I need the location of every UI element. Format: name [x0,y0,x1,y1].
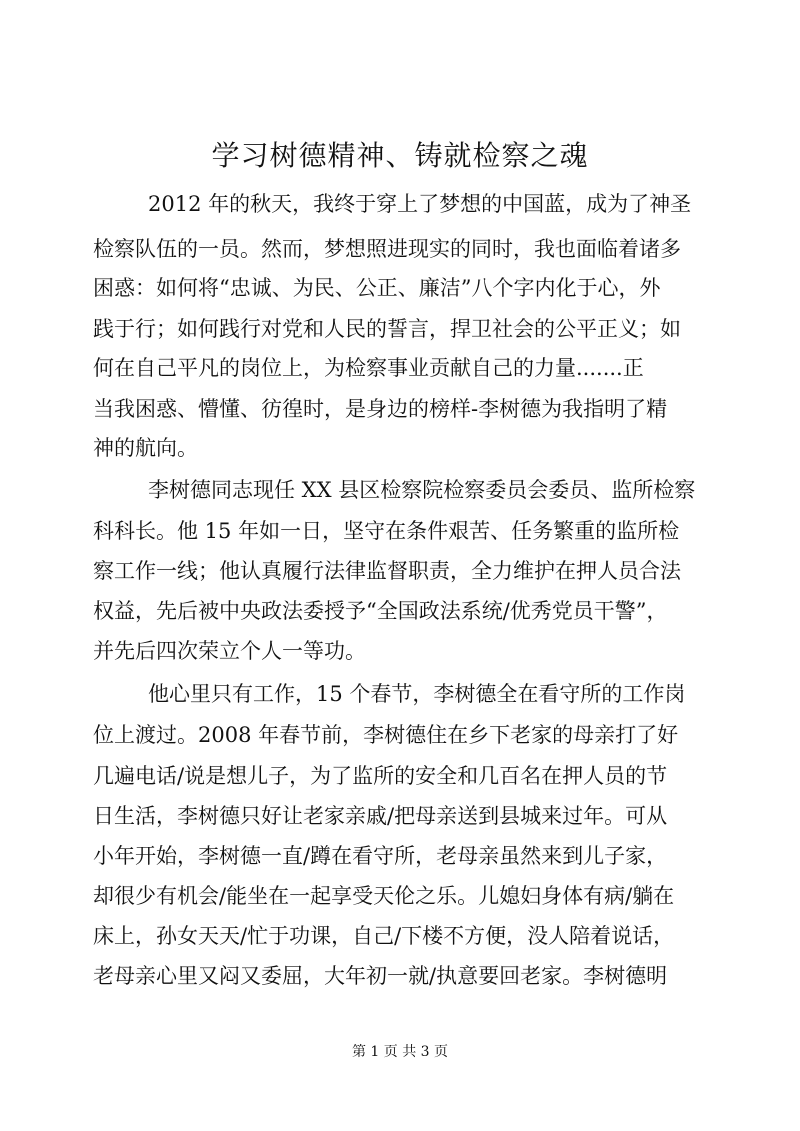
paragraph-3-line-6: 却很少有机会/能坐在一起享受天伦之乐。儿媳妇身体有病/躺在 [93,884,675,908]
paragraph-1-line-1: 2012 年的秋天，我终于穿上了梦想的中国蓝，成为了神圣 [148,192,692,216]
paragraph-3-line-3: 几遍电话/说是想儿子，为了监所的安全和几百名在押人员的节 [93,764,668,788]
paragraph-1-line-2: 检察队伍的一员。然而，梦想照进现实的同时，我也面临着诸多 [93,237,681,261]
paragraph-2-line-4: 权益，先后被中央政法委授予“全国政法系统/优秀党员干警”， [93,599,668,623]
paragraph-3-line-2: 位上渡过。2008 年春节前，李树德住在乡下老家的母亲打了好 [93,723,679,747]
paragraph-1-line-7: 神的航向。 [93,436,198,460]
paragraph-1-line-6: 当我困惑、懵懂、彷徨时，是身边的榜样-李树德为我指明了精 [93,397,668,421]
paragraph-2-line-1: 李树德同志现任 XX 县区检察院检察委员会委员、监所检察 [148,478,696,502]
paragraph-2-line-2: 科科长。他 15 年如一日，坚守在条件艰苦、任务繁重的监所检 [93,519,680,543]
paragraph-2-line-5: 并先后四次荣立个人一等功。 [93,639,366,663]
paragraph-3-line-4: 日生活，李树德只好让老家亲戚/把母亲送到县城来过年。可从 [93,804,668,828]
paragraph-1-line-4: 践于行；如何践行对党和人民的誓言，捍卫社会的公平正义；如 [93,317,681,341]
document-title: 学习树德精神、铸就检察之魂 [211,139,589,172]
paragraph-3-line-8: 老母亲心里又闷又委屈，大年初一就/执意要回老家。李树德明 [93,964,668,988]
paragraph-1-line-5: 何在自己平凡的岗位上，为检察事业贡献自己的力量.......正 [93,356,644,380]
paragraph-3-line-1: 他心里只有工作，15 个春节，李树德全在看守所的工作岗 [148,682,686,706]
paragraph-1-line-3: 困惑：如何将“忠诚、为民、公正、廉洁”八个字内化于心，外 [93,276,661,300]
paragraph-3-line-7: 床上，孙女天天/忙于功课，自己/下楼不方便，没人陪着说话， [93,924,675,948]
paragraph-2-line-3: 察工作一线；他认真履行法律监督职责，全力维护在押人员合法 [93,559,681,583]
paragraph-3-line-5: 小年开始，李树德一直/蹲在看守所，老母亲虽然来到儿子家， [93,844,668,868]
page-number-footer: 第 1 页 共 3 页 [351,1044,449,1060]
